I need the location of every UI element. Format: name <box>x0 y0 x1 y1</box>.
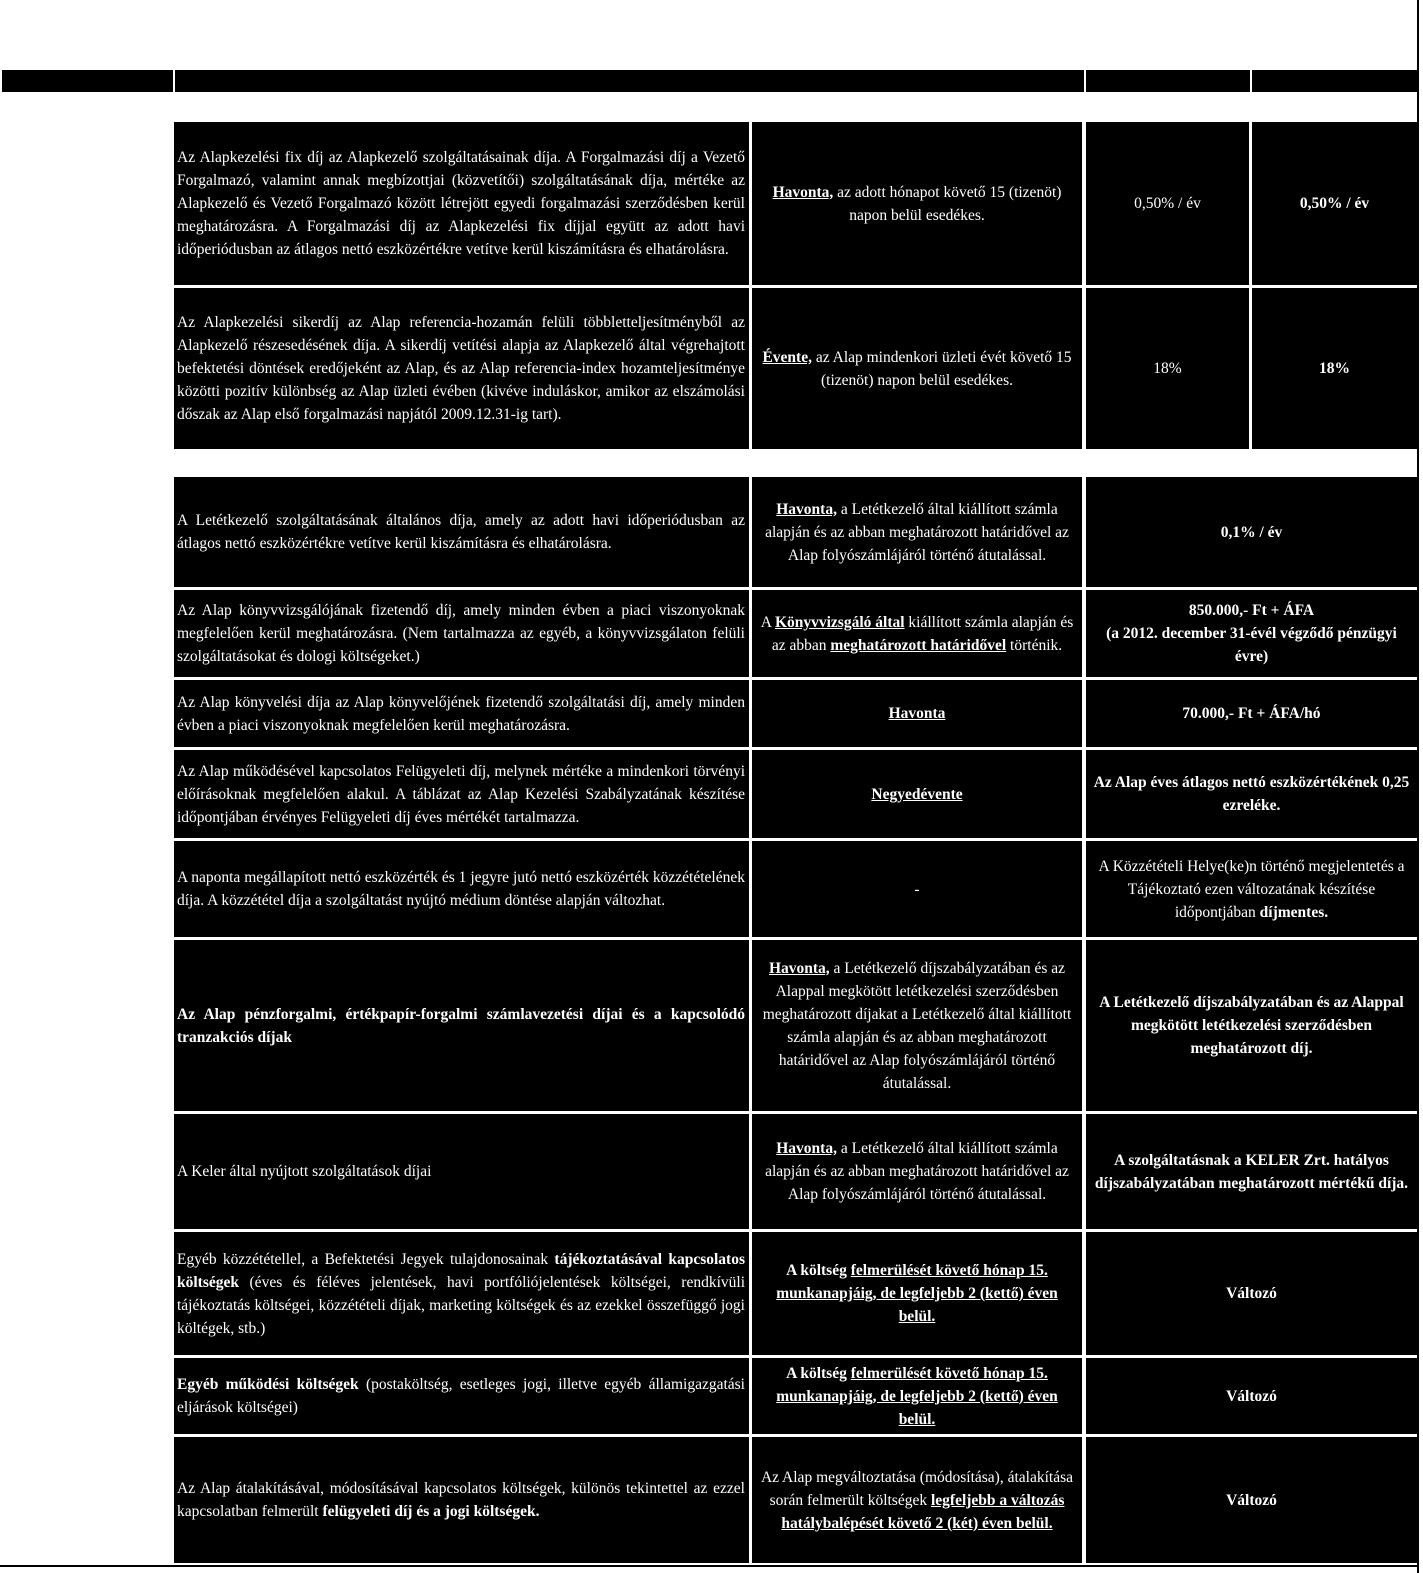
fee-value-cell <box>1086 940 1417 1111</box>
fee-description: Az Alap könyvelési díja az Alap könyvelőjének fizetendő szolgáltatási díj, amely minden évben a piaci viszonyoknak megfelelően kerül meghatározásra. <box>177 693 745 734</box>
fee-value-cell <box>1086 477 1417 587</box>
fee-timing-cell <box>752 1232 1082 1355</box>
fee-description: Egyéb közzététellel, a Befektetési Jegyek tulajdonosainak tájékoztatásával kapcsolatos költségek (éves és féléves jelentések, havi portfóliójelentések költségei, rendkívüli tájékoztatás költségei, közzétételi díjak, marketing költségek és az ezekkel összefüggő jogi költégek, stb.) <box>177 1250 745 1337</box>
page-border-right <box>1417 0 1419 1573</box>
fee-description-cell <box>174 841 749 937</box>
fee-value: 18% <box>1153 360 1182 377</box>
fee-timing-cell <box>752 940 1082 1111</box>
fee-description: A Letétkezelő szolgáltatásának általános díja, amely az adott havi időperiódusban az átlagos nettó eszközértékre vetítve kerül kiszámításra és elhatárolásra. <box>177 512 745 552</box>
header-divider <box>1084 70 1086 92</box>
fee-description-cell <box>174 288 749 449</box>
fee-description: A naponta megállapított nettó eszközérték és 1 jegyre jutó nettó eszközérték közzétételének díja. A közzététel díja a szolgáltatást nyújtó médium döntése alapján változhat. <box>177 869 745 909</box>
header-divider <box>1250 70 1252 92</box>
fee-description-cell <box>174 590 749 677</box>
fee-description-cell <box>174 1437 749 1563</box>
fee-value-cell <box>1252 288 1417 449</box>
fee-timing: A költség felmerülését követő hónap 15. munkanapjáig, de legfeljebb 2 (kettő) éven belül. <box>776 1262 1058 1325</box>
fee-value-cell <box>1086 1114 1417 1229</box>
fee-timing: A Könyvvizsgáló által kiállított számla alapján és az abban meghatározott határidővel történik. <box>760 613 1074 654</box>
fee-description: Az Alap átalakításával, módosításával kapcsolatos költségek, különös tekintettel az ezzel kapcsolatban felmerült felügyeleti díj és a jogi költségek. <box>177 1480 745 1520</box>
fee-timing: Negyedévente <box>871 785 963 803</box>
fee-timing: - <box>914 880 920 898</box>
fee-timing-cell <box>752 288 1082 449</box>
fee-value-cell <box>1086 1358 1417 1434</box>
fee-value: Változó <box>1226 1285 1277 1302</box>
fee-timing-cell <box>752 1358 1082 1434</box>
fee-description-cell <box>174 750 749 838</box>
fee-description-cell <box>174 1232 749 1355</box>
fee-value: A Közzétételi Helye(ke)n történő megjelentetés a Tájékoztató ezen változatának készítése időpontjában díjmentes. <box>1098 857 1405 921</box>
fee-timing-cell <box>752 122 1082 285</box>
fee-value-cell <box>1086 841 1417 937</box>
fee-value: 0,50% / év <box>1134 195 1201 212</box>
fee-timing-cell <box>752 680 1082 747</box>
fee-value: Az Alap éves átlagos nettó eszközértékének 0,25 ezreléke. <box>1093 774 1410 814</box>
fee-value: 0,1% / év <box>1220 523 1283 541</box>
fee-value: Változó <box>1226 1491 1277 1509</box>
fee-value-cell <box>1086 122 1249 285</box>
fee-description: Az Alapkezelési sikerdíj az Alap referencia-hozamán felüli többletteljesítményből az Alapkezelő részesedésének díja. A sikerdíj vetítési alapja az Alapkezelő által végrehajtott befektetési döntések eredőjeként az Alap, és az Alap referencia-index hozamteljesítménye közötti pozitív különbség az Alap üzleti évében (kivéve induláskor, amikor az elszámolási dőszak az Alap első forgalmazási napjától 2009.12.31-ig tart). <box>177 314 745 423</box>
fee-value-cell <box>1086 680 1417 747</box>
fee-timing-cell <box>752 1114 1082 1229</box>
fee-timing: A költség felmerülését követő hónap 15. munkanapjáig, de legfeljebb 2 (kettő) éven belül. <box>776 1364 1058 1428</box>
fee-value: 850.000,- Ft + ÁFA (a 2012. december 31-évél végződő pénzügyi évre) <box>1106 602 1397 665</box>
fee-value: A szolgáltatásnak a KELER Zrt. hatályos díjszabályzatában meghatározott mértékű díja. <box>1094 1151 1409 1192</box>
fee-description: Az Alap működésével kapcsolatos Felügyeleti díj, melynek mértéke a mindenkori törvényi előírásoknak megfelelően alakul. A táblázat az Alap Kezelési Szabályzatának készítése időpontjában érvényes Felügyeleti díj éves mértékét tartalmazza. <box>177 762 745 826</box>
header-divider <box>173 70 175 92</box>
fee-timing-cell <box>752 590 1082 677</box>
fee-description: Az Alap könyvvizsgálójának fizetendő díj, amely minden évben a piaci viszonyoknak megfelelően kerül meghatározásra. (Nem tartalmazza az egyéb, a könyvvizsgálaton felüli szolgáltatásokat és dologi költségeket.) <box>177 602 745 665</box>
fee-value-cell <box>1086 1232 1417 1355</box>
fee-timing: Havonta, az adott hónapot követő 15 (tizenöt) napon belül esedékes. <box>772 183 1062 224</box>
page-border-bottom <box>0 1565 1419 1567</box>
fee-timing: Évente, az Alap mindenkori üzleti évét követő 15 (tizenöt) napon belül esedékes. <box>762 348 1072 389</box>
fee-value-cell <box>1086 750 1417 838</box>
fee-description-cell <box>174 680 749 747</box>
fee-description: Az Alap pénzforgalmi, értékpapír-forgalmi számlavezetési díjai és a kapcsolódó tranzakciós díjak <box>177 1005 745 1046</box>
fee-description: Az Alapkezelési fix díj az Alapkezelő szolgáltatásainak díja. A Forgalmazási díj a Vezető Forgalmazó, valamint annak megbízottjai (közvetítői) szolgáltatásának díja, mértéke az Alapkezelő és Vezető Forgalmazó között létrejött egyedi forgalmazási szerződésben kerül meghatározásra. A Forgalmazási díj az Alapkezelési fix díjjal együtt az adott havi időperiódusban az átlagos nettó eszközértékre vetítve kerül kiszámításra és elhatárolásra. <box>177 149 745 258</box>
fee-value: 0,50% / év <box>1299 195 1370 212</box>
fee-timing: Havonta <box>888 705 946 722</box>
fee-description-cell <box>174 940 749 1111</box>
fee-timing: Havonta, a Letétkezelő díjszabályzatában és az Alappal megkötött letétkezelési szerződésben meghatározott díjakat a Letétkezelő által kiállított számla alapján és az abban meghatározott határidővel az Alap folyószámlájáról történő átutalással. <box>762 959 1072 1092</box>
fee-timing-cell <box>752 1437 1082 1563</box>
fee-value-cell <box>1086 288 1249 449</box>
fee-value: 18% <box>1319 360 1350 377</box>
fee-timing-cell <box>752 750 1082 838</box>
fee-description-cell <box>174 1114 749 1229</box>
fee-timing: Az Alap megváltoztatása (módosítása), átalakítása során felmerült költségek legfeljebb a változás hatálybalépését követő 2 (két) éven belül. <box>760 1468 1074 1532</box>
fee-description-cell <box>174 1358 749 1434</box>
fee-description-cell <box>174 477 749 587</box>
fee-value-cell <box>1086 1437 1417 1563</box>
fee-value: A Letétkezelő díjszabályzatában és az Alappal megkötött letétkezelési szerződésben meghatározott díj. <box>1099 994 1404 1057</box>
fee-description-cell <box>174 122 749 285</box>
fee-description: Egyéb működési költségek (postaköltség, esetleges jogi, illetve egyéb államigazgatási eljárások költségei) <box>177 1376 745 1416</box>
fee-timing: Havonta, a Letétkezelő által kiállított számla alapján és az abban meghatározott határidővel az Alap folyószámlájáról történő átutalással. <box>765 500 1069 564</box>
fee-description: A Keler által nyújtott szolgáltatások díjai <box>177 1163 432 1180</box>
fee-timing: Havonta, a Letétkezelő által kiállított számla alapján és az abban meghatározott határidővel az Alap folyószámlájáról történő átutalással. <box>765 1140 1069 1203</box>
fee-value-cell <box>1086 590 1417 677</box>
table-header-bar <box>2 70 1417 92</box>
fee-value: 70.000,- Ft + ÁFA/hó <box>1182 705 1321 722</box>
fee-value-cell <box>1252 122 1417 285</box>
fee-timing-cell <box>752 841 1082 937</box>
fee-value: Változó <box>1226 1387 1277 1405</box>
fee-timing-cell <box>752 477 1082 587</box>
